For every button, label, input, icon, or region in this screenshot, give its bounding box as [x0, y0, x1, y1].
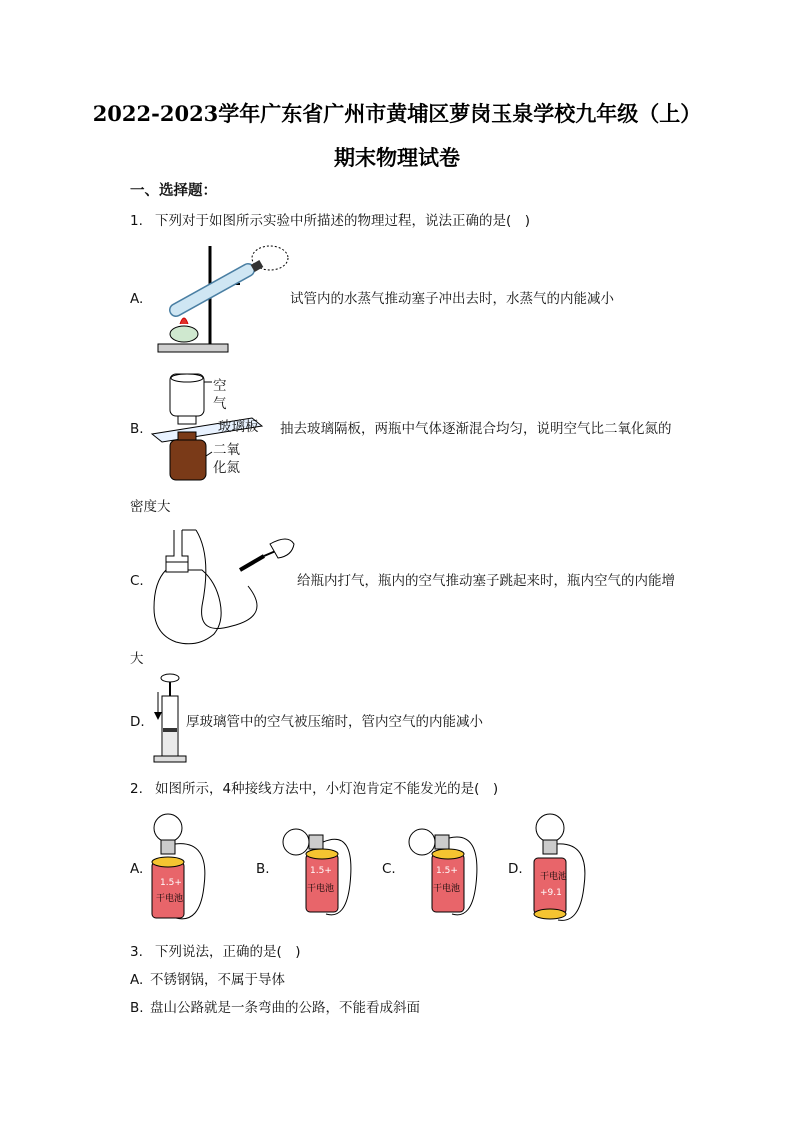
q2-a-battery-label: 干电池 — [156, 894, 184, 904]
q1-b-label-no2-2: 化氮 — [213, 460, 240, 476]
q2-d-battery-top: +9.1 — [540, 888, 562, 898]
q2-a-battery-top: 1.5+ — [160, 878, 182, 888]
q1-b-label-no2-1: 二氧 — [213, 442, 240, 458]
q1-b-label-glass: 玻璃板 — [218, 419, 259, 435]
q2-option-a-letter: A. — [130, 861, 144, 877]
page-title-line-2: 期末物理试卷 — [334, 145, 460, 170]
q3-option-a-text: 不锈钢锅，不属于导体 — [150, 972, 285, 988]
q2-b-battery-top: 1.5+ — [310, 866, 332, 876]
q1-option-d-text: 厚玻璃管中的空气被压缩时，管内空气的内能减小 — [186, 714, 483, 730]
q2-number: 2. — [130, 781, 143, 797]
q1-option-b-text-cont: 密度大 — [130, 499, 171, 515]
q2-option-c-letter: C. — [382, 861, 396, 877]
q2-figure-a-bulb-battery — [148, 810, 214, 928]
q2-d-battery-label: 干电池 — [540, 872, 568, 882]
q1-stem: 下列对于如图所示实验中所描述的物理过程，说法正确的是( ) — [155, 213, 531, 229]
q3-option-a-letter: A. — [130, 972, 144, 988]
q1-option-d-letter: D. — [130, 714, 145, 730]
q1-option-a-text: 试管内的水蒸气推动塞子冲出去时，水蒸气的内能减小 — [290, 291, 614, 307]
q2-c-battery-top: 1.5+ — [436, 866, 458, 876]
q1-figure-d-compression-tube — [150, 672, 190, 766]
q1-b-label-air-1: 空 — [213, 378, 227, 394]
q3-option-b-text: 盘山公路就是一条弯曲的公路，不能看成斜面 — [150, 1000, 420, 1016]
q2-stem: 如图所示，4种接线方法中，小灯泡肯定不能发光的是( ) — [155, 781, 499, 797]
q1-option-a-letter: A. — [130, 291, 144, 307]
q2-option-d-letter: D. — [508, 861, 523, 877]
page-title-line-1: 2022-2023学年广东省广州市黄埔区萝岗玉泉学校九年级（上） — [92, 101, 702, 126]
q1-b-label-air-2: 气 — [213, 396, 227, 412]
q2-b-battery-label: 干电池 — [307, 884, 335, 894]
q1-option-c-text: 给瓶内打气，瓶内的空气推动塞子跳起来时，瓶内空气的内能增 — [297, 573, 675, 589]
q1-figure-c-pump-flask — [152, 526, 298, 654]
q1-figure-a-test-tube-steam — [152, 240, 292, 358]
q1-option-b-letter: B. — [130, 421, 144, 437]
q1-option-b-text: 抽去玻璃隔板，两瓶中气体逐渐混合均匀，说明空气比二氧化氮的 — [280, 421, 672, 437]
q1-option-c-letter: C. — [130, 573, 144, 589]
q1-option-c-text-cont: 大 — [130, 651, 144, 667]
q2-c-battery-label: 干电池 — [433, 884, 461, 894]
q3-option-b-letter: B. — [130, 1000, 144, 1016]
q1-number: 1. — [130, 213, 143, 229]
q3-number: 3. — [130, 944, 143, 960]
section-heading-choice: 一、选择题： — [130, 183, 217, 199]
q2-option-b-letter: B. — [256, 861, 270, 877]
q3-stem: 下列说法，正确的是( ) — [155, 944, 301, 960]
